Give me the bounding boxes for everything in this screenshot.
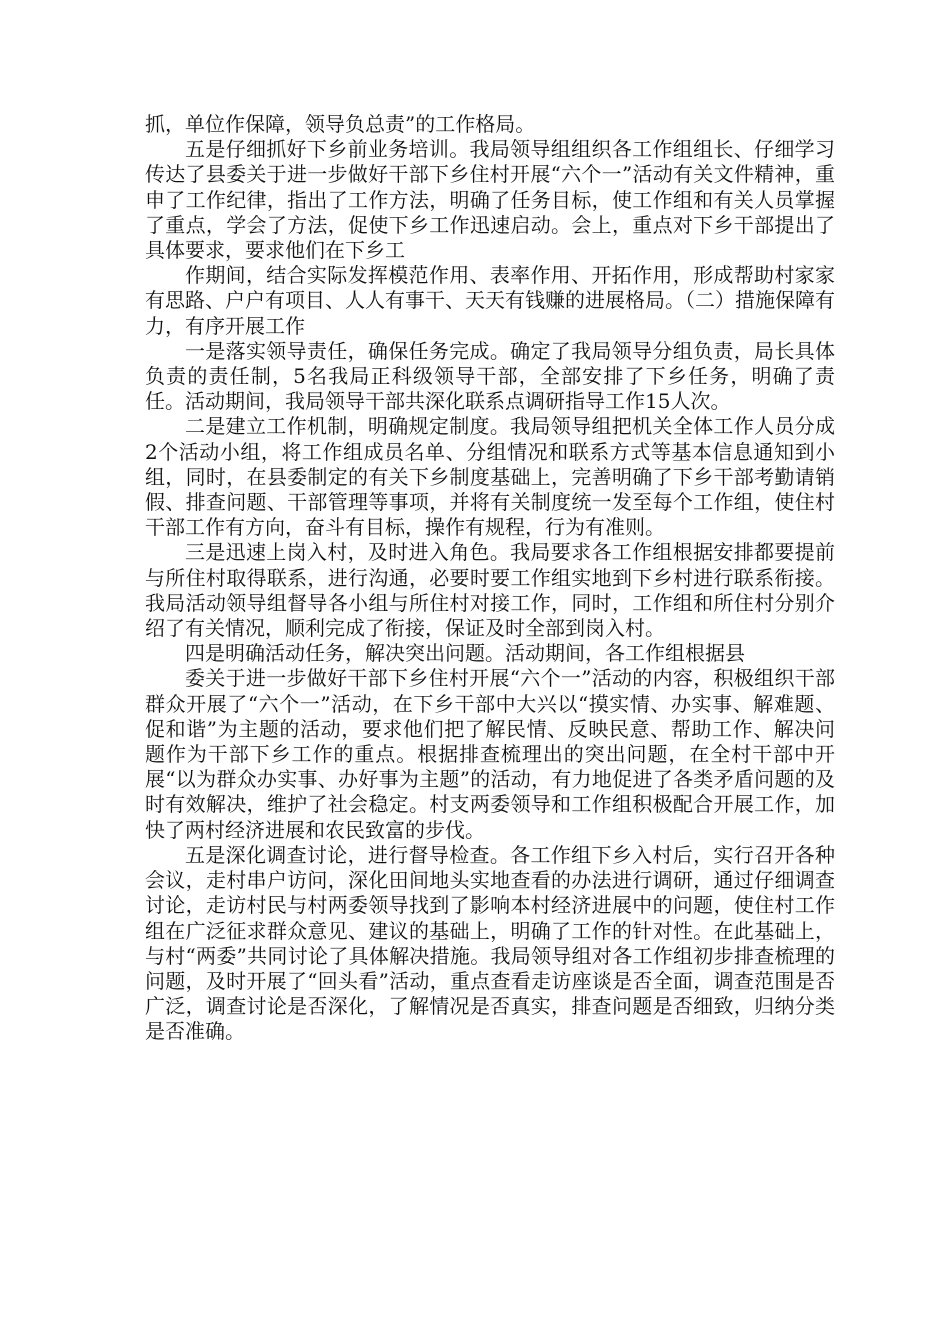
paragraph-7: 四是明确活动任务，解决突出问题。活动期间，各工作组根据县: [185, 641, 745, 666]
paragraph-5: 二是建立工作机制，明确规定制度。我局领导组把机关全体工作人员分成2个活动小组，将工作组成员名单、分组情况和联系方式等基本信息通知到小组，同时，在县委制定的有关下乡制度基础上，完善明确了下乡干部考勤请销假、排查问题、干部管理等事项，并将有关制度统一发至每个工作组，使住村干部工作有方向，奋斗有目标，操作有规程，行为有准则。: [145, 414, 835, 540]
paragraph-1: 抓，单位作保障，领导负总责”的工作格局。: [145, 112, 536, 136]
paragraph-6: 三是迅速上岗入村，及时进入角色。我局要求各工作组根据安排都要提前与所住村取得联系，进行沟通，必要时要工作组实地到下乡村进行联系衔接。我局活动领导组督导各小组与所住村对接工作，同时，工作组和所住村分别介绍了有关情况，顺利完成了衔接，保证及时全部到岗入村。: [145, 540, 835, 641]
paragraph-2: 五是仔细抓好下乡前业务培训。我局领导组组织各工作组组长、仔细学习传达了县委关于进一步做好干部下乡住村开展“六个一”活动有关文件精神，重申了工作纪律，指出了工作方法，明确了任务目标，使工作组和有关人员掌握了重点，学会了方法，促使下乡工作迅速启动。会上，重点对下乡干部提出了具体要求，要求他们在下乡工: [145, 137, 835, 263]
document-body: [145, 112, 835, 1045]
paragraph-4: 一是落实领导责任，确保任务完成。确定了我局领导分组负责，局长具体负责的责任制，5名我局正科级领导干部，全部安排了下乡任务，明确了责任。活动期间，我局领导干部共深化联系点调研指导工作15人次。: [145, 338, 835, 414]
paragraph-3: 作期间，结合实际发挥模范作用、表率作用、开拓作用，形成帮助村家家有思路、户户有项目、人人有事干、天天有钱赚的进展格局。（二）措施保障有力，有序开展工作: [145, 263, 835, 338]
paragraph-9: 五是深化调查讨论，进行督导检查。各工作组下乡入村后，实行召开各种会议，走村串户访问，深化田间地头实地查看的办法进行调研，通过仔细调查讨论，走访村民与村两委领导找到了影响本村经济进展中的问题，使住村工作组在广泛征求群众意见、建议的基础上，明确了工作的针对性。在此基础上，与村“两委”共同讨论了具体解决措施。我局领导组对各工作组初步排查梳理的问题，及时开展了“回头看”活动，重点查看走访座谈是否全面，调查范围是否广泛，调查讨论是否深化，了解情况是否真实，排查问题是否细致，归纳分类是否准确。: [145, 842, 835, 1044]
paragraph-8: 委关于进一步做好干部下乡住村开展“六个一”活动的内容，积极组织干部群众开展了“六个一”活动，在下乡干部中大兴以“摸实情、办实事、解难题、促和谐”为主题的活动，要求他们把了解民情、反映民意、帮助工作、解决问题作为干部下乡工作的重点。根据排查梳理出的突出问题，在全村干部中开展“以为群众办实事、办好事为主题”的活动，有力地促进了各类矛盾问题的及时有效解决，维护了社会稳定。村支两委领导和工作组积极配合开展工作，加快了两村经济进展和农民致富的步伐。: [145, 666, 835, 842]
